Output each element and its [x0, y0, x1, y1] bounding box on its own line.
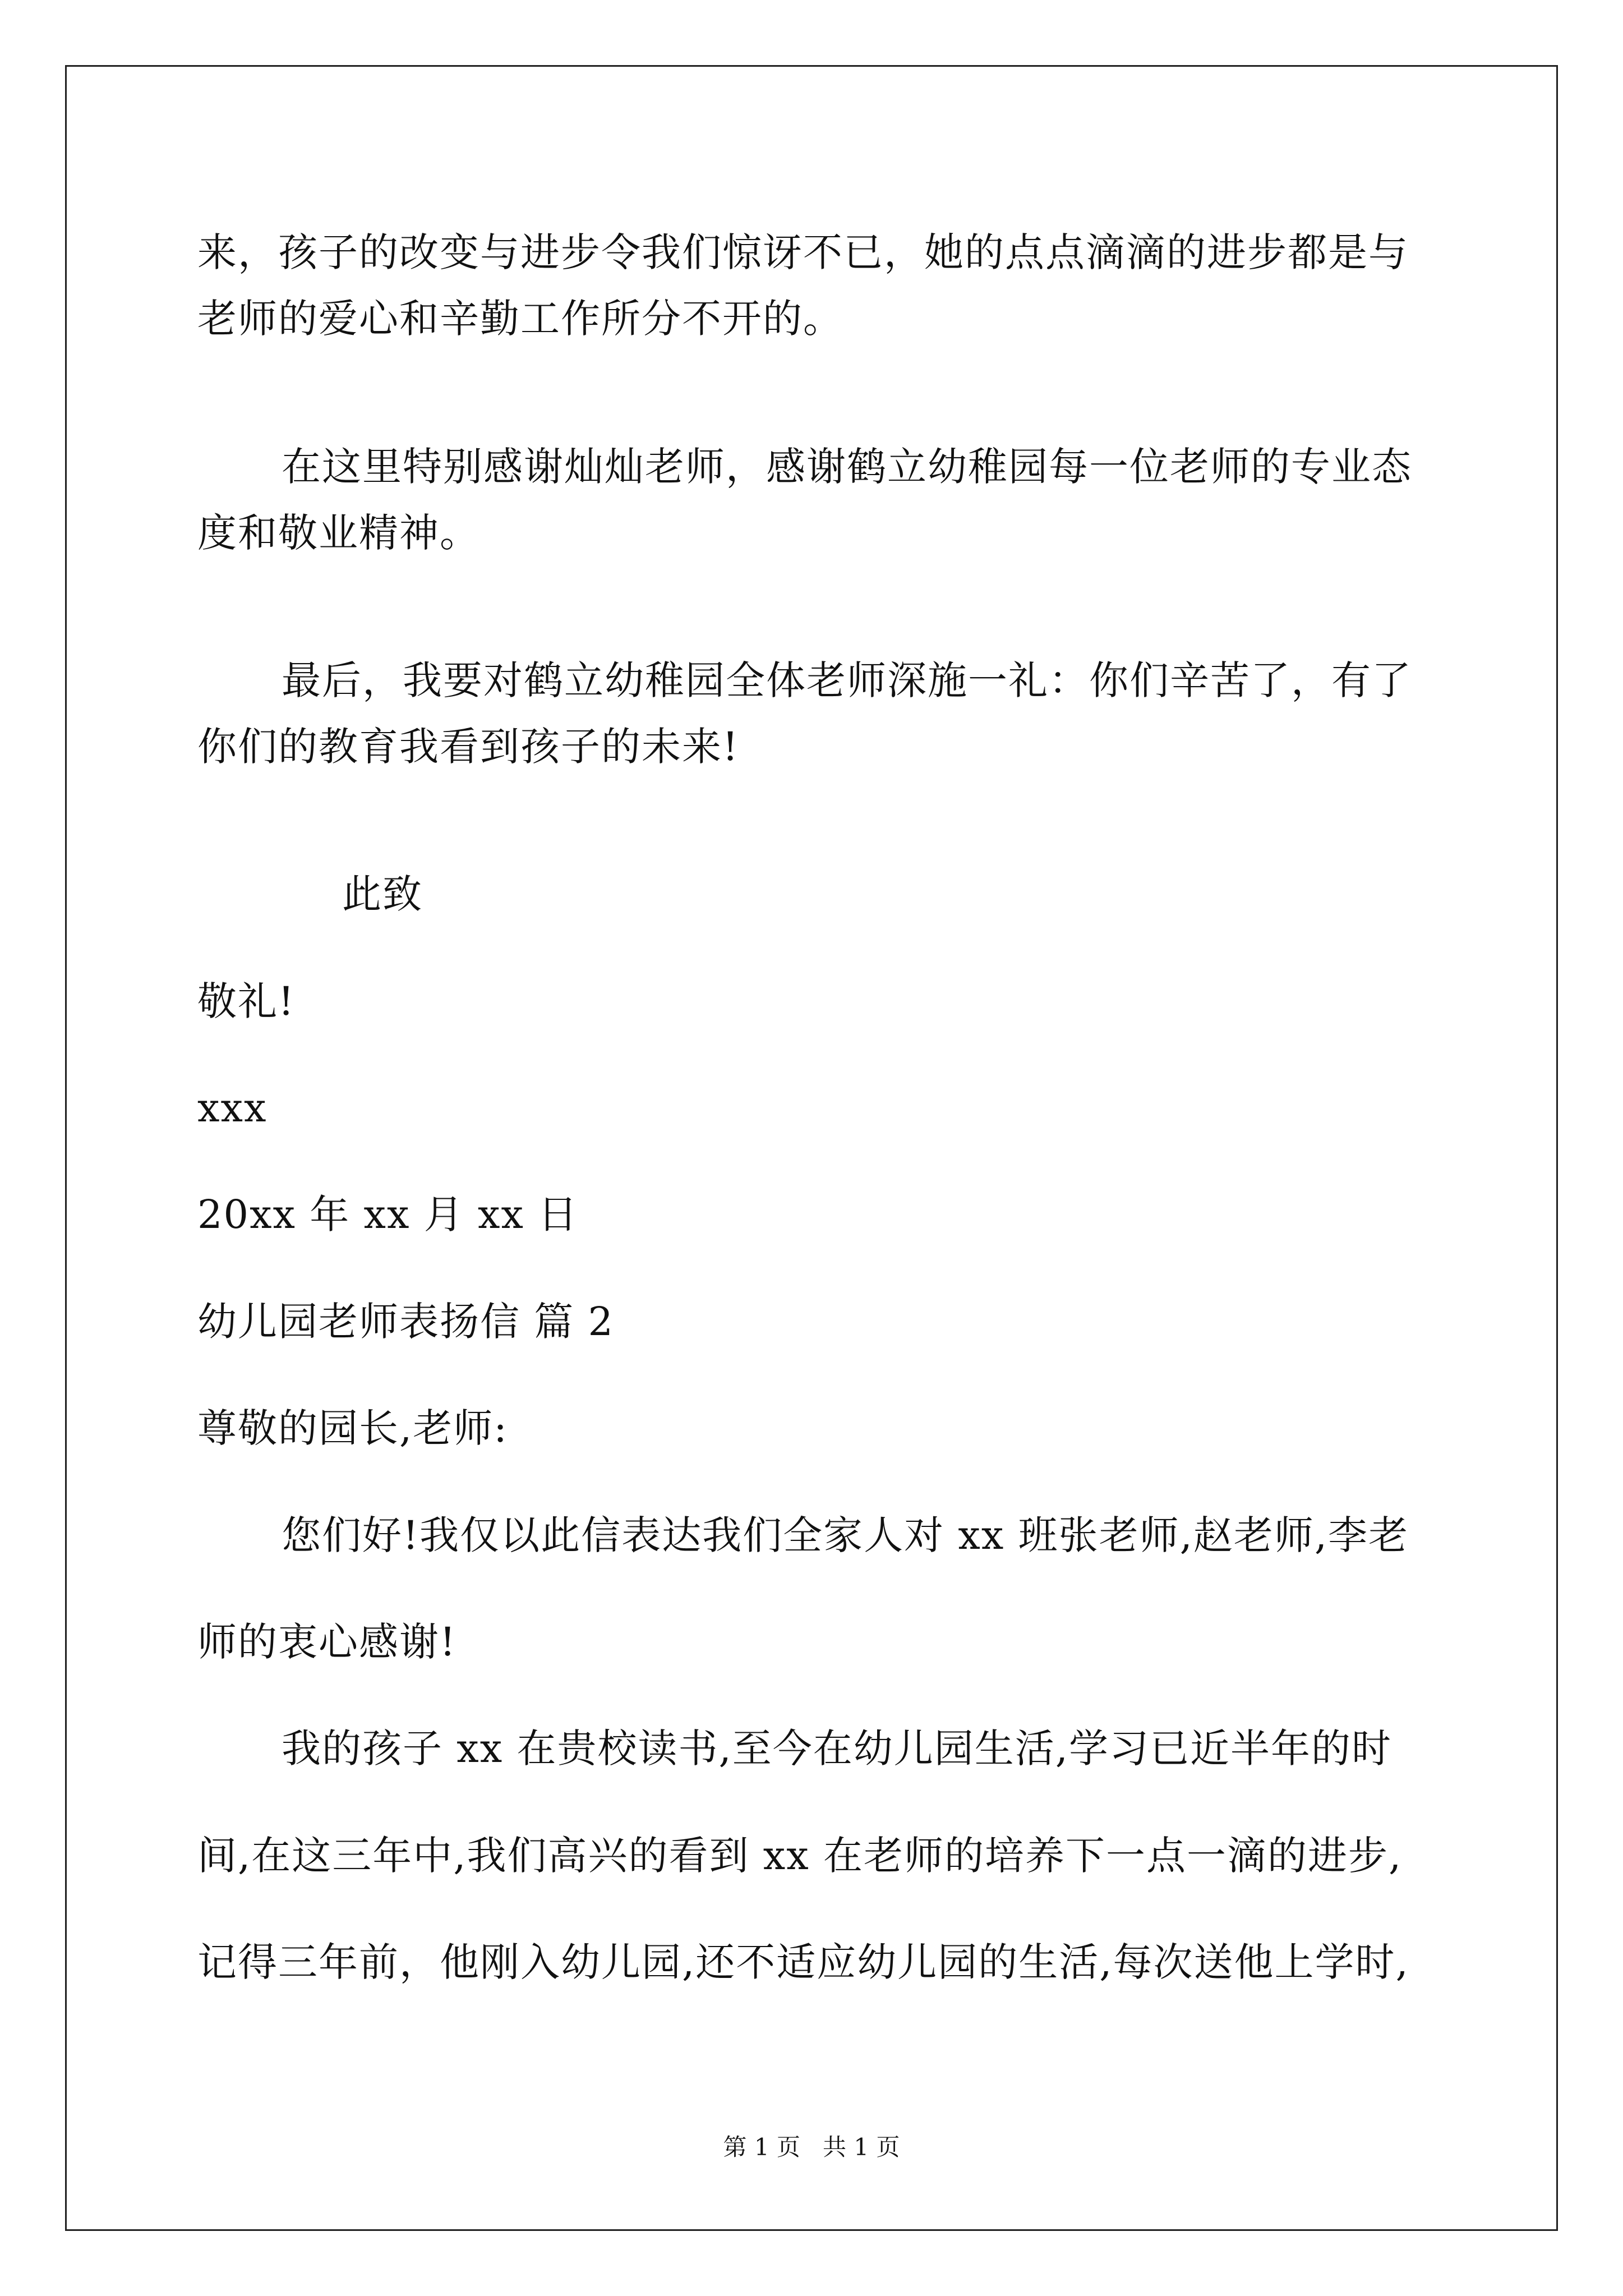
paragraph-line: 记得三年前，他刚入幼儿园,还不适应幼儿园的生活,每次送他上学时, [197, 1939, 1409, 1985]
paragraph-line: 你们的教育我看到孩子的未来! [197, 724, 740, 770]
paragraph-line: 师的衷心感谢! [197, 1619, 457, 1665]
paragraph-line: 间,在这三年中,我们高兴的看到 xx 在老师的培养下一点一滴的进步, [197, 1833, 1403, 1879]
paragraph-line: 度和敬业精神。 [197, 510, 480, 556]
paragraph-line: 我的孩子 xx 在贵校读书,至今在幼儿园生活,学习已近半年的时 [282, 1726, 1392, 1772]
signature: xxx [197, 1085, 268, 1131]
section-heading: 幼儿园老师表扬信 篇 2 [197, 1299, 615, 1345]
closing-regards: 敬礼! [197, 978, 296, 1024]
paragraph-line: 老师的爱心和辛勤工作所分不开的。 [197, 296, 843, 342]
paragraph-line: 在这里特别感谢灿灿老师，感谢鹤立幼稚园每一位老师的专业态 [282, 444, 1412, 490]
paragraph-line: 您们好!我仅以此信表达我们全家人对 xx 班张老师,赵老师,李老 [282, 1512, 1409, 1558]
page-border [65, 65, 1558, 2231]
letter-date: 20xx 年 xx 月 xx 日 [197, 1191, 579, 1237]
page-number: 第 1 页 共 1 页 [723, 2133, 900, 2161]
paragraph-line: 最后，我要对鹤立幼稚园全体老师深施一礼：你们辛苦了，有了 [282, 657, 1412, 703]
letter-greeting: 尊敬的园长,老师: [197, 1405, 508, 1451]
closing-salutation: 此致 [342, 871, 423, 917]
paragraph-line: 来，孩子的改变与进步令我们惊讶不已，她的点点滴滴的进步都是与 [197, 229, 1409, 275]
